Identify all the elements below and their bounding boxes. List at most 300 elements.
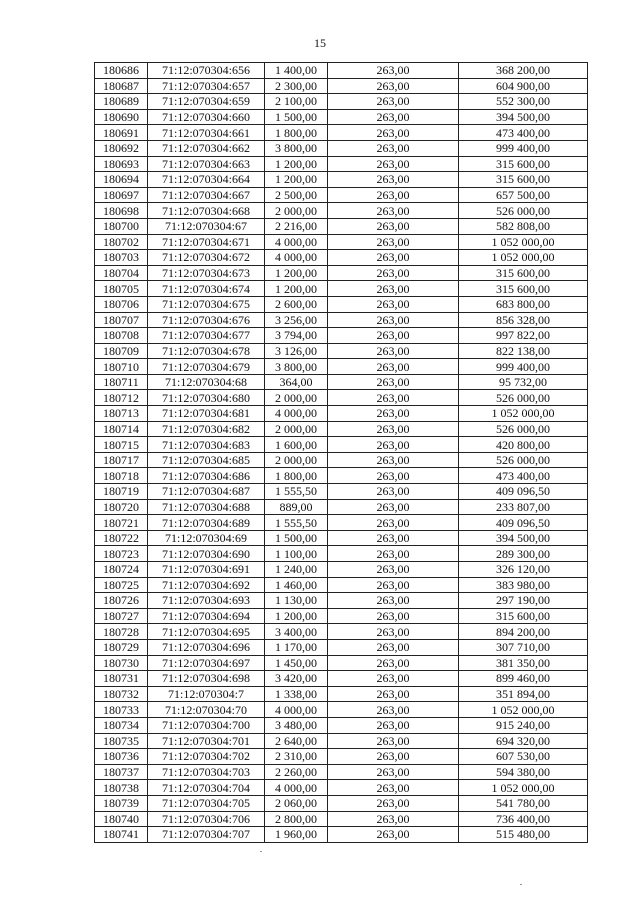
cadastral-value-cell: 526 000,00: [459, 421, 588, 437]
table-row: [95, 749, 588, 765]
area-cell: 3 794,00: [265, 328, 328, 344]
record-id-cell: 180694: [95, 172, 148, 188]
rate-cell: 263,00: [328, 811, 459, 827]
cadastral-value-cell: 1 052 000,00: [459, 406, 588, 422]
record-id-cell: 180690: [95, 109, 148, 125]
table-row: [95, 218, 588, 234]
rate-cell: 263,00: [328, 827, 459, 843]
table-row: [95, 702, 588, 718]
area-cell: 1 240,00: [265, 562, 328, 578]
cadastral-number-cell: 71:12:070304:690: [148, 546, 265, 562]
cadastral-number-cell: 71:12:070304:673: [148, 265, 265, 281]
area-cell: 1 800,00: [265, 468, 328, 484]
area-cell: 1 200,00: [265, 265, 328, 281]
record-id-cell: 180689: [95, 94, 148, 110]
area-cell: 1 800,00: [265, 125, 328, 141]
area-cell: 4 000,00: [265, 406, 328, 422]
area-cell: 3 126,00: [265, 343, 328, 359]
rate-cell: 263,00: [328, 749, 459, 765]
record-id-cell: 180722: [95, 530, 148, 546]
cadastral-value-cell: 515 480,00: [459, 827, 588, 843]
rate-cell: 263,00: [328, 795, 459, 811]
record-id-cell: 180718: [95, 468, 148, 484]
area-cell: 1 100,00: [265, 546, 328, 562]
record-id-cell: 180723: [95, 546, 148, 562]
cadastral-number-cell: 71:12:070304:698: [148, 671, 265, 687]
cadastral-value-cell: 381 350,00: [459, 655, 588, 671]
cadastral-number-cell: 71:12:070304:703: [148, 764, 265, 780]
cadastral-value-cell: 315 600,00: [459, 156, 588, 172]
cadastral-value-cell: 473 400,00: [459, 468, 588, 484]
area-cell: 2 260,00: [265, 764, 328, 780]
rate-cell: 263,00: [328, 686, 459, 702]
record-id-cell: 180700: [95, 218, 148, 234]
cadastral-number-cell: 71:12:070304:701: [148, 733, 265, 749]
table-row: [95, 359, 588, 375]
cadastral-value-cell: 552 300,00: [459, 94, 588, 110]
cadastral-value-cell: 383 980,00: [459, 577, 588, 593]
cadastral-value-cell: 594 380,00: [459, 764, 588, 780]
rate-cell: 263,00: [328, 109, 459, 125]
cadastral-number-cell: 71:12:070304:667: [148, 187, 265, 203]
cadastral-number-cell: 71:12:070304:687: [148, 484, 265, 500]
rate-cell: 263,00: [328, 593, 459, 609]
area-cell: 2 216,00: [265, 218, 328, 234]
record-id-cell: 180732: [95, 686, 148, 702]
table-row: [95, 109, 588, 125]
table-row: [95, 94, 588, 110]
cadastral-number-cell: 71:12:070304:678: [148, 343, 265, 359]
area-cell: 1 200,00: [265, 608, 328, 624]
record-id-cell: 180687: [95, 78, 148, 94]
rate-cell: 263,00: [328, 655, 459, 671]
record-id-cell: 180728: [95, 624, 148, 640]
record-id-cell: 180720: [95, 499, 148, 515]
record-id-cell: 180721: [95, 515, 148, 531]
table-row: [95, 78, 588, 94]
area-cell: 1 400,00: [265, 63, 328, 79]
area-cell: 2 300,00: [265, 78, 328, 94]
record-id-cell: 180714: [95, 421, 148, 437]
cadastral-number-cell: 71:12:070304:660: [148, 109, 265, 125]
table-row: [95, 795, 588, 811]
cadastral-value-cell: 657 500,00: [459, 187, 588, 203]
area-cell: 1 130,00: [265, 593, 328, 609]
table-row: [95, 390, 588, 406]
cadastral-number-cell: 71:12:070304:693: [148, 593, 265, 609]
table-row: [95, 827, 588, 843]
cadastral-value-cell: 394 500,00: [459, 109, 588, 125]
cadastral-number-cell: 71:12:070304:663: [148, 156, 265, 172]
table-row: [95, 811, 588, 827]
cadastral-value-cell: 95 732,00: [459, 374, 588, 390]
record-id-cell: 180726: [95, 593, 148, 609]
cadastral-value-cell: 736 400,00: [459, 811, 588, 827]
cadastral-value-cell: 1 052 000,00: [459, 702, 588, 718]
area-cell: 3 400,00: [265, 624, 328, 640]
record-id-cell: 180692: [95, 140, 148, 156]
register-table: [94, 62, 588, 843]
record-id-cell: 180725: [95, 577, 148, 593]
area-cell: 3 800,00: [265, 140, 328, 156]
cadastral-number-cell: 71:12:070304:677: [148, 328, 265, 344]
cadastral-value-cell: 315 600,00: [459, 265, 588, 281]
rate-cell: 263,00: [328, 125, 459, 141]
rate-cell: 263,00: [328, 296, 459, 312]
cadastral-value-cell: 315 600,00: [459, 608, 588, 624]
cadastral-number-cell: 71:12:070304:696: [148, 639, 265, 655]
cadastral-value-cell: 856 328,00: [459, 312, 588, 328]
cadastral-number-cell: 71:12:070304:664: [148, 172, 265, 188]
cadastral-number-cell: 71:12:070304:70: [148, 702, 265, 718]
cadastral-number-cell: 71:12:070304:681: [148, 406, 265, 422]
cadastral-value-cell: 582 808,00: [459, 218, 588, 234]
table-row: [95, 140, 588, 156]
rate-cell: 263,00: [328, 468, 459, 484]
rate-cell: 263,00: [328, 172, 459, 188]
area-cell: 3 480,00: [265, 717, 328, 733]
cadastral-number-cell: 71:12:070304:694: [148, 608, 265, 624]
rate-cell: 263,00: [328, 546, 459, 562]
cadastral-number-cell: 71:12:070304:680: [148, 390, 265, 406]
cadastral-number-cell: 71:12:070304:691: [148, 562, 265, 578]
rate-cell: 263,00: [328, 484, 459, 500]
table-row: [95, 671, 588, 687]
area-cell: 1 500,00: [265, 109, 328, 125]
rate-cell: 263,00: [328, 78, 459, 94]
cadastral-value-cell: 999 400,00: [459, 140, 588, 156]
record-id-cell: 180741: [95, 827, 148, 843]
rate-cell: 263,00: [328, 250, 459, 266]
table-row: [95, 515, 588, 531]
table-row: [95, 156, 588, 172]
rate-cell: 263,00: [328, 343, 459, 359]
rate-cell: 263,00: [328, 639, 459, 655]
table-row: [95, 686, 588, 702]
record-id-cell: 180724: [95, 562, 148, 578]
rate-cell: 263,00: [328, 328, 459, 344]
area-cell: 2 640,00: [265, 733, 328, 749]
area-cell: 4 000,00: [265, 702, 328, 718]
cadastral-number-cell: 71:12:070304:700: [148, 717, 265, 733]
cadastral-number-cell: 71:12:070304:688: [148, 499, 265, 515]
area-cell: 2 100,00: [265, 94, 328, 110]
rate-cell: 263,00: [328, 140, 459, 156]
table-row: [95, 281, 588, 297]
record-id-cell: 180707: [95, 312, 148, 328]
scan-speck: [260, 851, 262, 852]
record-id-cell: 180702: [95, 234, 148, 250]
cadastral-number-cell: 71:12:070304:683: [148, 437, 265, 453]
record-id-cell: 180731: [95, 671, 148, 687]
table-row: [95, 296, 588, 312]
record-id-cell: 180693: [95, 156, 148, 172]
table-row: [95, 624, 588, 640]
cadastral-value-cell: 1 052 000,00: [459, 234, 588, 250]
rate-cell: 263,00: [328, 203, 459, 219]
rate-cell: 263,00: [328, 733, 459, 749]
record-id-cell: 180691: [95, 125, 148, 141]
area-cell: 1 500,00: [265, 530, 328, 546]
cadastral-number-cell: 71:12:070304:674: [148, 281, 265, 297]
table-row: [95, 172, 588, 188]
area-cell: 1 600,00: [265, 437, 328, 453]
cadastral-value-cell: 473 400,00: [459, 125, 588, 141]
rate-cell: 263,00: [328, 717, 459, 733]
cadastral-value-cell: 894 200,00: [459, 624, 588, 640]
cadastral-value-cell: 420 800,00: [459, 437, 588, 453]
cadastral-number-cell: 71:12:070304:68: [148, 374, 265, 390]
cadastral-number-cell: 71:12:070304:702: [148, 749, 265, 765]
rate-cell: 263,00: [328, 265, 459, 281]
cadastral-value-cell: 526 000,00: [459, 390, 588, 406]
rate-cell: 263,00: [328, 390, 459, 406]
cadastral-value-cell: 233 807,00: [459, 499, 588, 515]
table-row: [95, 484, 588, 500]
rate-cell: 263,00: [328, 374, 459, 390]
area-cell: 2 000,00: [265, 203, 328, 219]
table-row: [95, 639, 588, 655]
rate-cell: 263,00: [328, 764, 459, 780]
cadastral-value-cell: 394 500,00: [459, 530, 588, 546]
area-cell: 1 200,00: [265, 281, 328, 297]
record-id-cell: 180733: [95, 702, 148, 718]
cadastral-number-cell: 71:12:070304:661: [148, 125, 265, 141]
cadastral-number-cell: 71:12:070304:656: [148, 63, 265, 79]
table-row: [95, 655, 588, 671]
area-cell: 889,00: [265, 499, 328, 515]
rate-cell: 263,00: [328, 437, 459, 453]
area-cell: 2 060,00: [265, 795, 328, 811]
cadastral-value-cell: 822 138,00: [459, 343, 588, 359]
table-row: [95, 265, 588, 281]
table-row: [95, 764, 588, 780]
cadastral-value-cell: 915 240,00: [459, 717, 588, 733]
rate-cell: 263,00: [328, 312, 459, 328]
rate-cell: 263,00: [328, 421, 459, 437]
cadastral-value-cell: 315 600,00: [459, 172, 588, 188]
record-id-cell: 180729: [95, 639, 148, 655]
table-row: [95, 328, 588, 344]
cadastral-value-cell: 607 530,00: [459, 749, 588, 765]
rate-cell: 263,00: [328, 94, 459, 110]
area-cell: 1 460,00: [265, 577, 328, 593]
cadastral-number-cell: 71:12:070304:672: [148, 250, 265, 266]
record-id-cell: 180738: [95, 780, 148, 796]
record-id-cell: 180736: [95, 749, 148, 765]
area-cell: 4 000,00: [265, 250, 328, 266]
rate-cell: 263,00: [328, 359, 459, 375]
record-id-cell: 180717: [95, 452, 148, 468]
rate-cell: 263,00: [328, 63, 459, 79]
cadastral-number-cell: 71:12:070304:659: [148, 94, 265, 110]
table-row: [95, 608, 588, 624]
cadastral-value-cell: 541 780,00: [459, 795, 588, 811]
cadastral-value-cell: 1 052 000,00: [459, 250, 588, 266]
page-number: 15: [314, 36, 326, 50]
area-cell: 3 256,00: [265, 312, 328, 328]
area-cell: 4 000,00: [265, 234, 328, 250]
record-id-cell: 180703: [95, 250, 148, 266]
cadastral-number-cell: 71:12:070304:689: [148, 515, 265, 531]
table-row: [95, 421, 588, 437]
rate-cell: 263,00: [328, 515, 459, 531]
rate-cell: 263,00: [328, 187, 459, 203]
cadastral-number-cell: 71:12:070304:704: [148, 780, 265, 796]
cadastral-number-cell: 71:12:070304:7: [148, 686, 265, 702]
rate-cell: 263,00: [328, 702, 459, 718]
table-row: [95, 717, 588, 733]
area-cell: 1 450,00: [265, 655, 328, 671]
area-cell: 1 960,00: [265, 827, 328, 843]
scan-speck: [520, 884, 522, 885]
cadastral-value-cell: 899 460,00: [459, 671, 588, 687]
record-id-cell: 180697: [95, 187, 148, 203]
table-row: [95, 250, 588, 266]
cadastral-value-cell: 297 190,00: [459, 593, 588, 609]
cadastral-value-cell: 307 710,00: [459, 639, 588, 655]
cadastral-value-cell: 1 052 000,00: [459, 780, 588, 796]
area-cell: 1 555,50: [265, 484, 328, 500]
cadastral-value-cell: 683 800,00: [459, 296, 588, 312]
cadastral-value-cell: 526 000,00: [459, 203, 588, 219]
cadastral-number-cell: 71:12:070304:706: [148, 811, 265, 827]
table-row: [95, 63, 588, 79]
cadastral-value-cell: 526 000,00: [459, 452, 588, 468]
cadastral-number-cell: 71:12:070304:697: [148, 655, 265, 671]
cadastral-number-cell: 71:12:070304:707: [148, 827, 265, 843]
table-row: [95, 562, 588, 578]
record-id-cell: 180706: [95, 296, 148, 312]
cadastral-value-cell: 351 894,00: [459, 686, 588, 702]
area-cell: 1 200,00: [265, 156, 328, 172]
record-id-cell: 180719: [95, 484, 148, 500]
rate-cell: 263,00: [328, 499, 459, 515]
table-row: [95, 437, 588, 453]
rate-cell: 263,00: [328, 218, 459, 234]
table-row: [95, 577, 588, 593]
area-cell: 1 338,00: [265, 686, 328, 702]
rate-cell: 263,00: [328, 530, 459, 546]
table-row: [95, 530, 588, 546]
cadastral-value-cell: 289 300,00: [459, 546, 588, 562]
cadastral-number-cell: 71:12:070304:69: [148, 530, 265, 546]
cadastral-value-cell: 368 200,00: [459, 63, 588, 79]
record-id-cell: 180704: [95, 265, 148, 281]
rate-cell: 263,00: [328, 780, 459, 796]
cadastral-number-cell: 71:12:070304:686: [148, 468, 265, 484]
record-id-cell: 180710: [95, 359, 148, 375]
area-cell: 1 555,50: [265, 515, 328, 531]
record-id-cell: 180727: [95, 608, 148, 624]
area-cell: 2 000,00: [265, 421, 328, 437]
rate-cell: 263,00: [328, 234, 459, 250]
rate-cell: 263,00: [328, 671, 459, 687]
register-table-body: [95, 63, 588, 843]
cadastral-value-cell: 315 600,00: [459, 281, 588, 297]
area-cell: 2 800,00: [265, 811, 328, 827]
rate-cell: 263,00: [328, 608, 459, 624]
table-row: [95, 203, 588, 219]
cadastral-number-cell: 71:12:070304:662: [148, 140, 265, 156]
area-cell: 4 000,00: [265, 780, 328, 796]
record-id-cell: 180739: [95, 795, 148, 811]
cadastral-value-cell: 604 900,00: [459, 78, 588, 94]
rate-cell: 263,00: [328, 452, 459, 468]
record-id-cell: 180713: [95, 406, 148, 422]
cadastral-number-cell: 71:12:070304:679: [148, 359, 265, 375]
record-id-cell: 180734: [95, 717, 148, 733]
table-row: [95, 452, 588, 468]
cadastral-number-cell: 71:12:070304:676: [148, 312, 265, 328]
table-row: [95, 234, 588, 250]
area-cell: 2 500,00: [265, 187, 328, 203]
cadastral-value-cell: 409 096,50: [459, 515, 588, 531]
area-cell: 364,00: [265, 374, 328, 390]
cadastral-value-cell: 997 822,00: [459, 328, 588, 344]
rate-cell: 263,00: [328, 624, 459, 640]
table-row: [95, 343, 588, 359]
record-id-cell: 180715: [95, 437, 148, 453]
cadastral-number-cell: 71:12:070304:675: [148, 296, 265, 312]
rate-cell: 263,00: [328, 281, 459, 297]
cadastral-number-cell: 71:12:070304:685: [148, 452, 265, 468]
cadastral-number-cell: 71:12:070304:67: [148, 218, 265, 234]
rate-cell: 263,00: [328, 562, 459, 578]
record-id-cell: 180740: [95, 811, 148, 827]
cadastral-number-cell: 71:12:070304:682: [148, 421, 265, 437]
area-cell: 2 310,00: [265, 749, 328, 765]
table-row: [95, 780, 588, 796]
cadastral-number-cell: 71:12:070304:671: [148, 234, 265, 250]
table-row: [95, 125, 588, 141]
area-cell: 2 600,00: [265, 296, 328, 312]
area-cell: 3 800,00: [265, 359, 328, 375]
rate-cell: 263,00: [328, 406, 459, 422]
record-id-cell: 180711: [95, 374, 148, 390]
table-row: [95, 468, 588, 484]
table-row: [95, 374, 588, 390]
rate-cell: 263,00: [328, 577, 459, 593]
cadastral-number-cell: 71:12:070304:705: [148, 795, 265, 811]
cadastral-number-cell: 71:12:070304:695: [148, 624, 265, 640]
table-row: [95, 546, 588, 562]
cadastral-value-cell: 999 400,00: [459, 359, 588, 375]
record-id-cell: 180735: [95, 733, 148, 749]
record-id-cell: 180709: [95, 343, 148, 359]
cadastral-number-cell: 71:12:070304:657: [148, 78, 265, 94]
table-row: [95, 593, 588, 609]
table-row: [95, 187, 588, 203]
table-row: [95, 733, 588, 749]
rate-cell: 263,00: [328, 156, 459, 172]
area-cell: 1 200,00: [265, 172, 328, 188]
record-id-cell: 180737: [95, 764, 148, 780]
table-row: [95, 499, 588, 515]
area-cell: 2 000,00: [265, 452, 328, 468]
record-id-cell: 180708: [95, 328, 148, 344]
record-id-cell: 180705: [95, 281, 148, 297]
table-row: [95, 406, 588, 422]
cadastral-value-cell: 409 096,50: [459, 484, 588, 500]
cadastral-value-cell: 694 320,00: [459, 733, 588, 749]
record-id-cell: 180730: [95, 655, 148, 671]
record-id-cell: 180712: [95, 390, 148, 406]
table-row: [95, 312, 588, 328]
record-id-cell: 180698: [95, 203, 148, 219]
cadastral-value-cell: 326 120,00: [459, 562, 588, 578]
area-cell: 2 000,00: [265, 390, 328, 406]
